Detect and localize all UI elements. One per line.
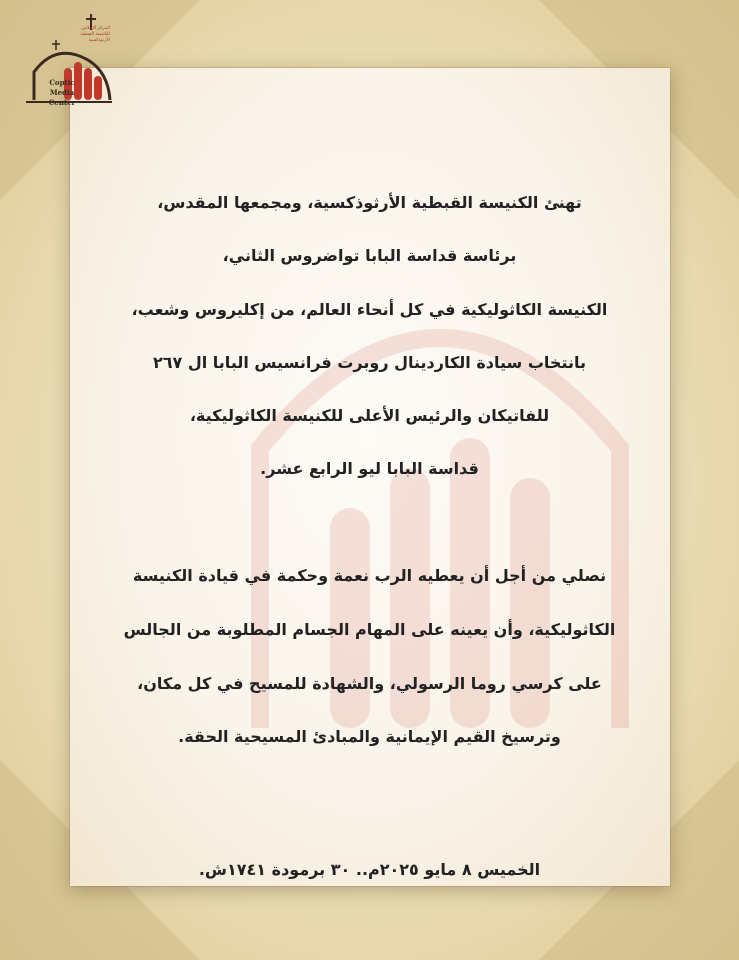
paragraph1-line-1: تهنئ الكنيسة القبطية الأرثوذكسية، ومجمعها المقدس،: [157, 193, 582, 212]
coptic-media-center-logo: [16, 10, 116, 110]
logo-word-coptic: Coptic: [49, 78, 75, 87]
paragraph1-line-6: قداسة البابا ليو الرابع عشر.: [260, 459, 479, 478]
logo-word-media: Media: [49, 88, 75, 97]
logo-arabic-name: [60, 26, 110, 44]
date-text: الخميس ٨ مايو ٢٠٢٥م.. ٣٠ برمودة ١٧٤١ش.: [198, 860, 541, 879]
logo-word-center: Center: [48, 98, 76, 107]
logo-arabic-line1: المركز الإعلامي: [80, 26, 110, 31]
logo-english-name: [42, 78, 82, 108]
paragraph1-line-2: برئاسة قداسة البابا تواضروس الثاني،: [222, 246, 517, 265]
paragraph2-line-1: نصلي من أجل أن يعطيه الرب نعمة وحكمة في قيادة الكنيسة: [132, 566, 607, 585]
paragraph2-line-2: الكاثوليكية، وأن يعينه على المهام الجسام المطلوبة من الجالس: [123, 620, 616, 639]
paragraph1-line-5: للفاتيكان والرئيس الأعلى للكنيسة الكاثوليكية،: [189, 406, 550, 425]
paragraph1-line-4: بانتخاب سيادة الكاردينال روبرت فرانسيس البابا ال ٢٦٧: [152, 353, 586, 372]
watermark-logo: [220, 248, 660, 728]
paragraph2-line-3: على كرسي روما الرسولي، والشهادة للمسيح في كل مكان،: [137, 674, 602, 693]
paragraph2-line-4: وترسيخ القيم الإيمانية والمبادئ المسيحية الحقة.: [178, 727, 561, 746]
logo-arabic-line2: للكنيسة القبطية الأرثوذكسية: [80, 32, 110, 43]
paragraph1-line-3: الكنيسة الكاثوليكية في كل أنحاء العالم، من إكليروس وشعب،: [131, 300, 608, 319]
